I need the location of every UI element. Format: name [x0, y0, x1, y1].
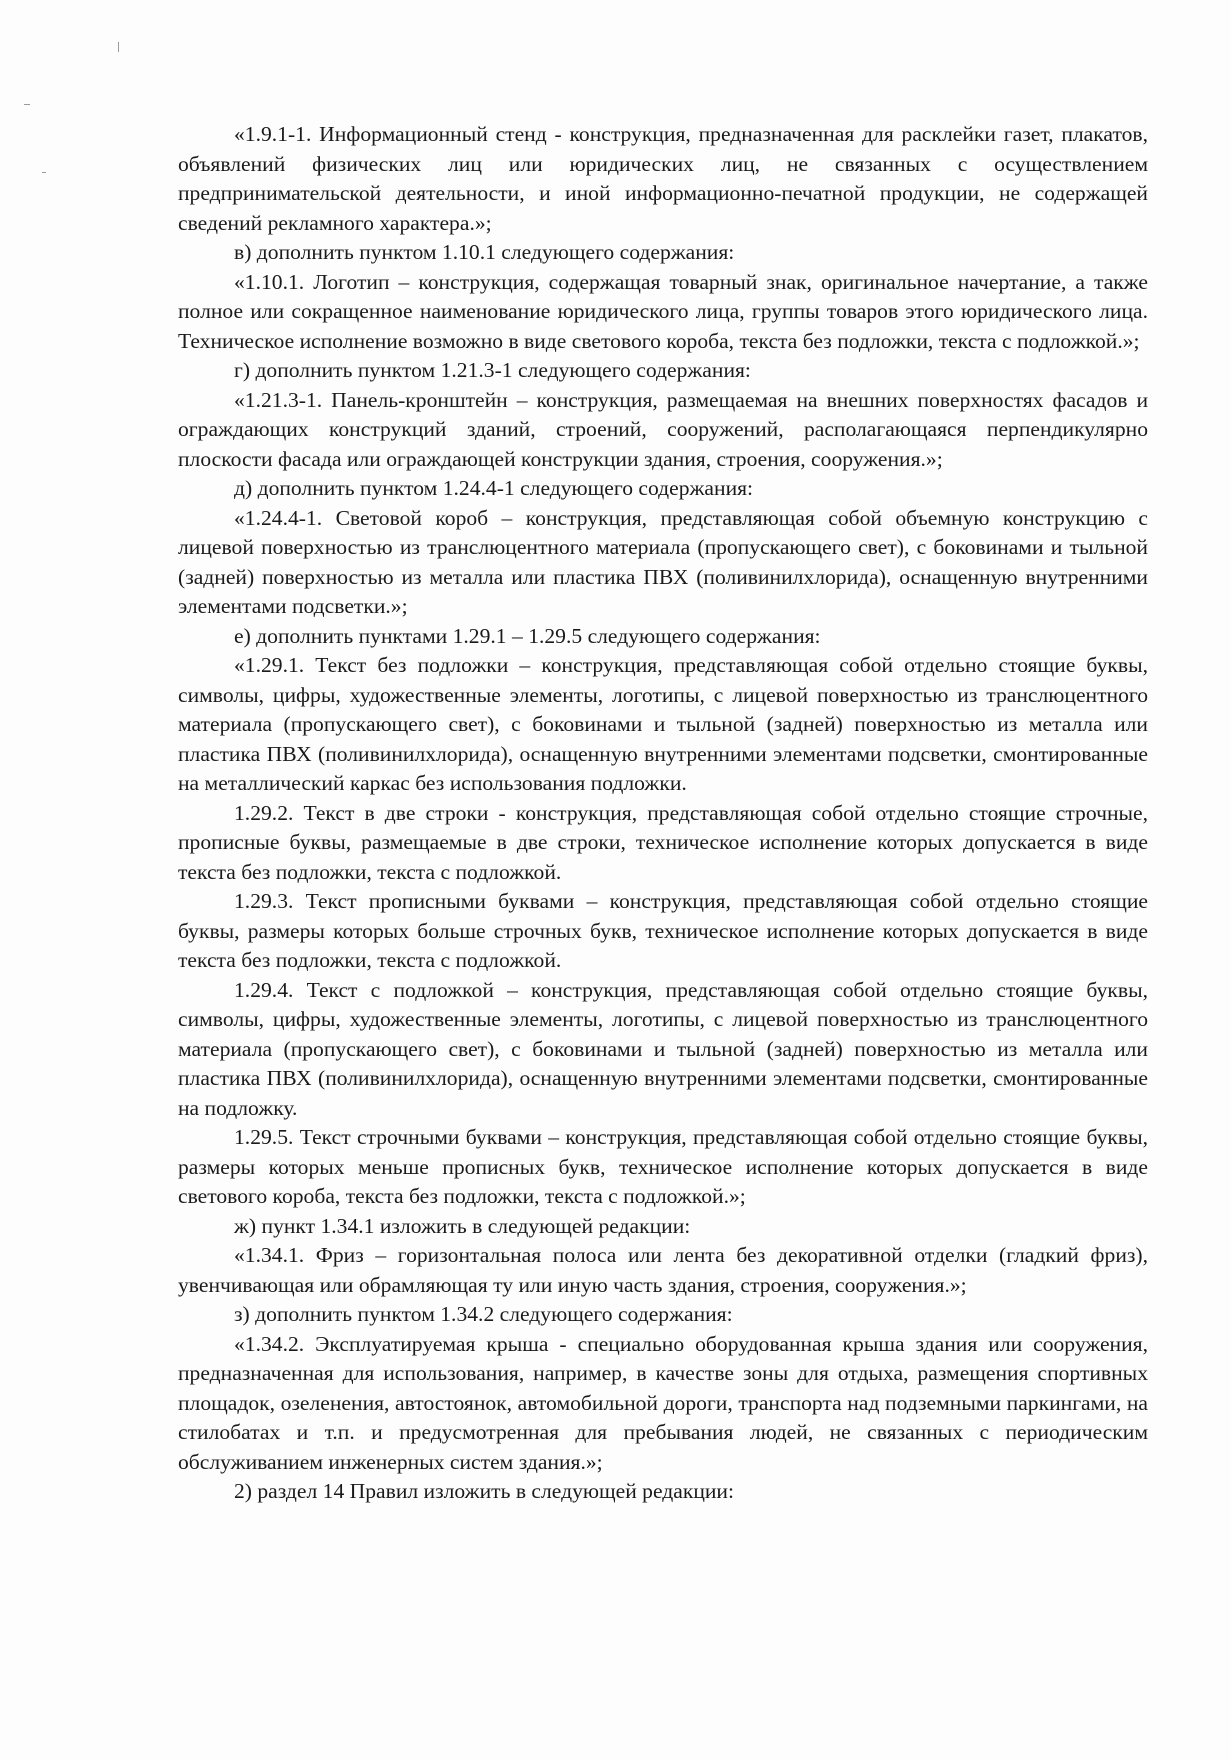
instruction-e: е) дополнить пунктами 1.29.1 – 1.29.5 следующего содержания:	[234, 623, 821, 648]
instruction-2: 2) раздел 14 Правил изложить в следующей редакции:	[234, 1479, 734, 1503]
instruction-v: в) дополнить пунктом 1.10.1 следующего содержания:	[234, 240, 735, 264]
paragraph-1-10-1: «1.10.1. Логотип – конструкция, содержащая товарный знак, оригинальное начертание, а также полное или сокращенное наименование юридического лица, группы товаров этого юридического лица. Техническое исполнение возможно в виде светового короба, текста без подложки, текста с подложкой.»;	[178, 269, 1148, 353]
paragraph-1-9-1-1: «1.9.1-1. Информационный стенд - конструкция, предназначенная для расклейки газет, плакатов, объявлений физических лиц или юридических лиц, не связанных с осуществлением предпринимательской деятельности, и иной информационно-печатной продукции, не содержащей сведений рекламного характера.»;	[178, 122, 1148, 235]
scan-mark	[24, 104, 30, 105]
paragraph-1-29-5: 1.29.5. Текст строчными буквами – конструкция, представляющая собой отдельно стоящие буквы, размеры которых меньше прописных букв, техническое исполнение которых допускается в виде светового короба, текста без подложки, текста с подложкой.»;	[178, 1125, 1148, 1208]
paragraph-1-34-2: «1.34.2. Эксплуатируемая крыша - специально оборудованная крыша здания или сооружения, предназначенная для использования, например, в качестве зоны для отдыха, размещения спортивных площадок, озеленения, автостоянок, автомобильной дороги, транспорта над подземными паркингами, на стилобатах и т.п. и предусмотренная для пребывания людей, не связанных с периодическим обслуживанием инженерных систем здания.»;	[178, 1331, 1148, 1474]
paragraph-1-21-3-1: «1.21.3-1. Панель-кронштейн – конструкция, размещаемая на внешних поверхностях фасадов и ограждающих конструкций зданий, строений, сооружений, располагающаяся перпендикулярно плоскости фасада или ограждающей конструкции здания, строения, сооружения.»;	[178, 387, 1148, 471]
scan-mark	[118, 42, 119, 52]
paragraph-1-29-2: 1.29.2. Текст в две строки - конструкция, представляющая собой отдельно стоящие строчные, прописные буквы, размещаемые в две строки, техническое исполнение которых допускается в виде текста без подложки, текста с подложкой.	[178, 800, 1148, 884]
paragraph-1-24-4-1: «1.24.4-1. Световой короб – конструкция, представляющая собой объемную конструкцию с лицевой поверхностью из транслюцентного материала (пропускающего свет), с боковинами и тыльной (задней) поверхностью из металла или пластика ПВХ (поливинилхлорида), оснащенную внутренними элементами подсветки.»;	[178, 505, 1148, 618]
paragraph-1-29-4: 1.29.4. Текст с подложкой – конструкция, представляющая собой отдельно стоящие буквы, символы, цифры, художественные элементы, логотипы, с лицевой поверхностью из транслюцентного материала (пропускающего свет), с боковинами и тыльной (задней) поверхностью из металла или пластика ПВХ (поливинилхлорида), оснащенную внутренними элементами подсветки, смонтированные на подложку.	[178, 977, 1148, 1120]
document-body	[178, 120, 1148, 1507]
scan-mark	[42, 172, 46, 173]
instruction-g: г) дополнить пунктом 1.21.3-1 следующего содержания:	[234, 358, 751, 382]
paragraph-1-29-3: 1.29.3. Текст прописными буквами – конструкция, представляющая собой отдельно стоящие буквы, размеры которых больше строчных букв, техническое исполнение которых допускается в виде текста без подложки, текста с подложкой.	[178, 889, 1148, 972]
instruction-z: з) дополнить пунктом 1.34.2 следующего содержания:	[234, 1302, 733, 1326]
instruction-zh: ж) пункт 1.34.1 изложить в следующей редакции:	[234, 1213, 691, 1238]
paragraph-1-34-1: «1.34.1. Фриз – горизонтальная полоса или лента без декоративной отделки (гладкий фриз), увенчивающая или обрамляющая ту или иную часть здания, строения, сооружения.»;	[178, 1243, 1148, 1297]
paragraph-1-29-1: «1.29.1. Текст без подложки – конструкция, представляющая собой отдельно стоящие буквы, символы, цифры, художественные элементы, логотипы, с лицевой поверхностью из транслюцентного материала (пропускающего свет), с боковинами и тыльной (задней) поверхностью из металла или пластика ПВХ (поливинилхлорида), оснащенную внутренними элементами подсветки, смонтированные на металлический каркас без использования подложки.	[178, 653, 1148, 795]
instruction-d: д) дополнить пунктом 1.24.4-1 следующего содержания:	[234, 476, 754, 500]
